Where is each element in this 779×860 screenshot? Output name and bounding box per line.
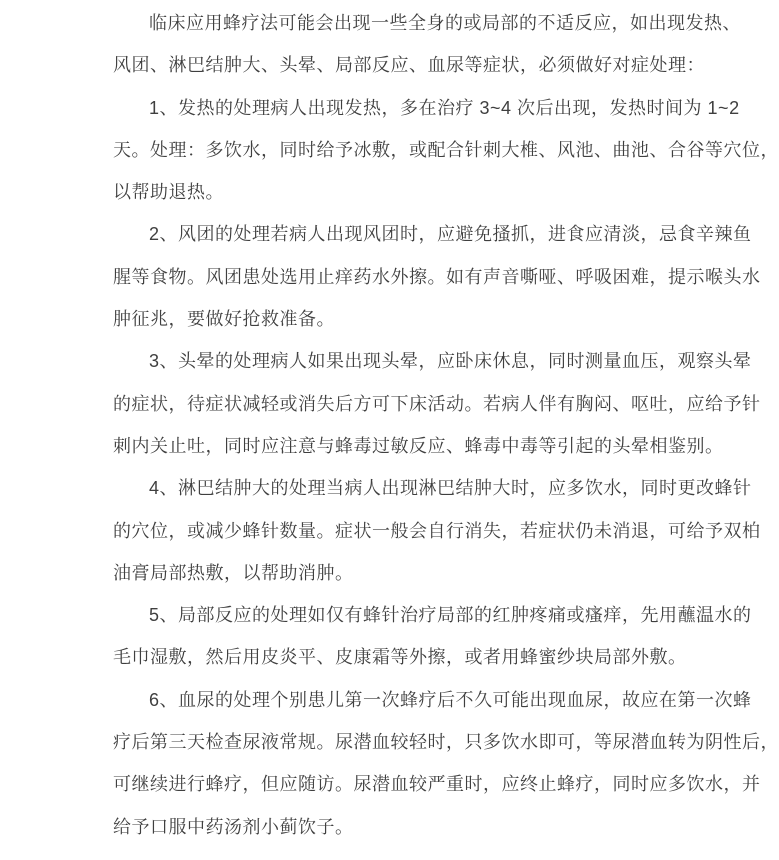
text-line: 肿征兆，要做好抢救准备。 — [113, 309, 335, 330]
text-line: 可继续进行蜂疗，但应随访。尿潜血较严重时，应终止蜂疗，同时应多饮水，并 — [113, 774, 761, 795]
text-line: 风团、淋巴结肿大、头晕、局部反应、血尿等症状，必须做好对症处理： — [113, 55, 705, 76]
text-line: 3、头晕的处理病人如果出现头晕，应卧床休息，同时测量血压，观察头晕 — [149, 351, 752, 372]
text-line: 临床应用蜂疗法可能会出现一些全身的或局部的不适反应，如出现发热、 — [149, 13, 741, 33]
text-line: 的症状，待症状减轻或消失后方可下床活动。若病人伴有胸闷、呕吐，应给予针 — [113, 393, 761, 414]
text-line: 5、局部反应的处理如仅有蜂针治疗局部的红肿疼痛或瘙痒，先用蘸温水的 — [149, 605, 752, 626]
text-line: 6、血尿的处理个别患儿第一次蜂疗后不久可能出现血尿，故应在第一次蜂 — [149, 689, 752, 710]
text-line: 刺内关止吐，同时应注意与蜂毒过敏反应、蜂毒中毒等引起的头晕相鉴别。 — [113, 435, 724, 456]
text-line: 油膏局部热敷，以帮助消肿。 — [113, 562, 354, 583]
text-line: 1、发热的处理病人出现发热，多在治疗 3~4 次后出现，发热时间为 1~2 — [149, 97, 740, 118]
text-line: 2、风团的处理若病人出现风团时，应避免搔抓，进食应清淡，忌食辛辣鱼 — [149, 224, 752, 245]
text-line: 天。处理：多饮水，同时给予冰敷，或配合针刺大椎、风池、曲池、合谷等穴位， — [113, 139, 779, 160]
text-line: 的穴位，或减少蜂针数量。症状一般会自行消失，若症状仍未消退，可给予双柏 — [113, 520, 761, 541]
text-line: 给予口服中药汤剂小蓟饮子。 — [113, 816, 354, 837]
text-line: 疗后第三天检查尿液常规。尿潜血较轻时，只多饮水即可，等尿潜血转为阴性后， — [113, 732, 779, 753]
text-line: 以帮助退热。 — [113, 182, 224, 203]
text-line: 毛巾湿敷，然后用皮炎平、皮康霜等外擦，或者用蜂蜜纱块局部外敷。 — [113, 647, 687, 668]
text-line: 4、淋巴结肿大的处理当病人出现淋巴结肿大时，应多饮水，同时更改蜂针 — [149, 478, 752, 499]
text-line: 腥等食物。风团患处选用止痒药水外擦。如有声音嘶哑、呼吸困难，提示喉头水 — [113, 266, 761, 287]
